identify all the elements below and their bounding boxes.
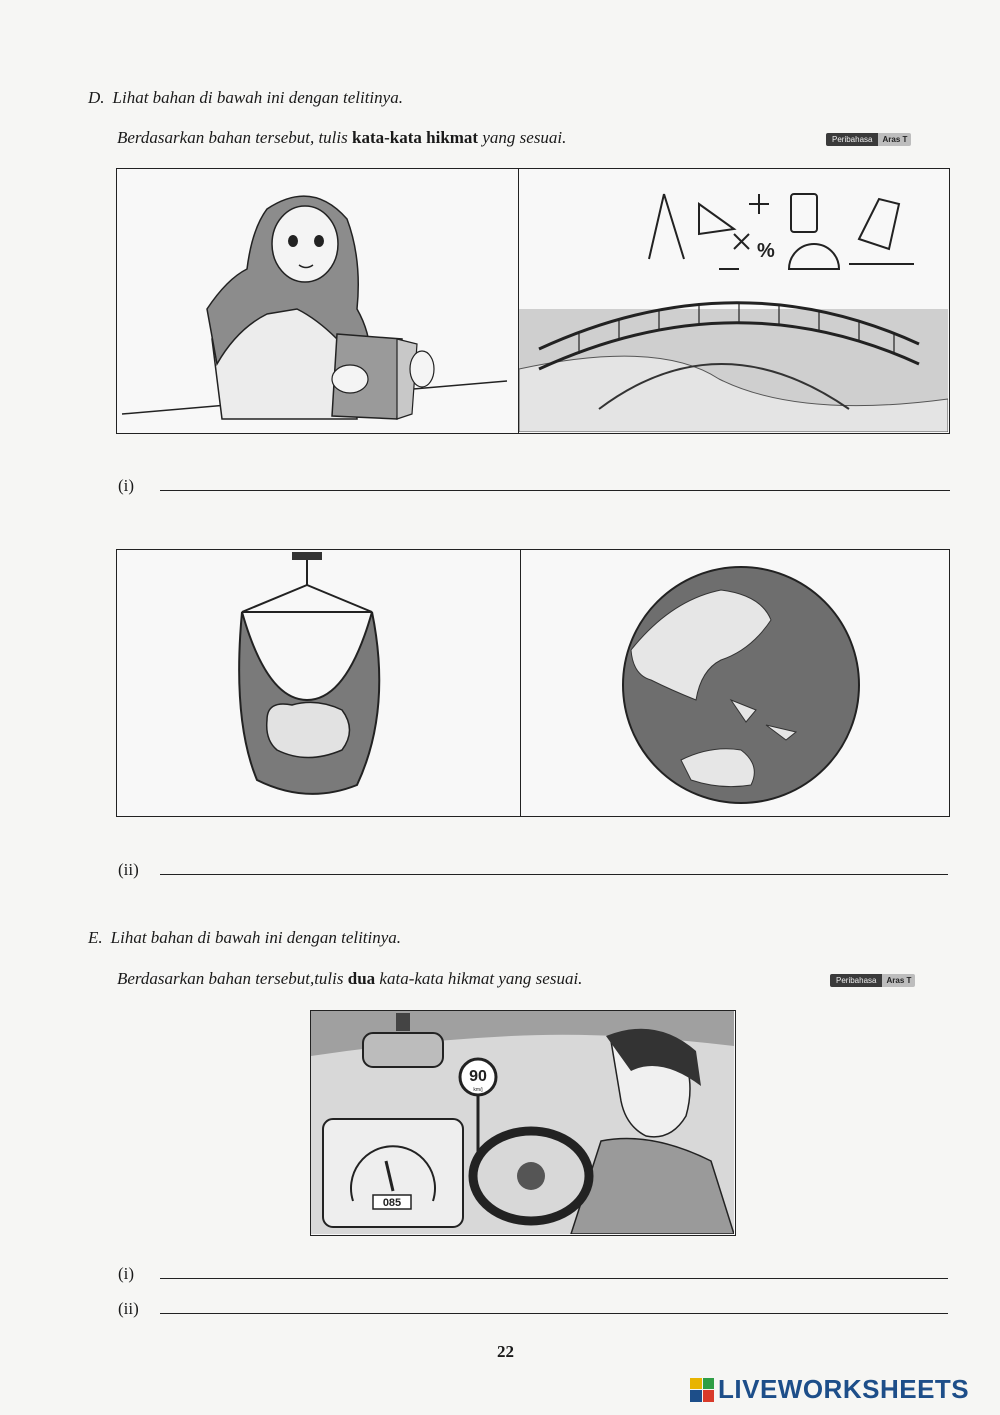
svg-text:%: %: [757, 240, 775, 262]
section-e-answer-i: [118, 1264, 948, 1284]
section-e-instruction: [117, 969, 582, 989]
section-d-answer-i: [118, 476, 950, 496]
section-d-heading: [88, 88, 403, 108]
panel-cradle: [116, 549, 522, 817]
tag-level: Aras T: [878, 133, 911, 146]
instr-bold: kata-kata hikmat: [352, 128, 479, 147]
speed-sign-value: 90: [469, 1068, 487, 1085]
panel-bridge-knowledge: [518, 168, 950, 434]
odometer-value: 085: [382, 1197, 402, 1209]
instr-bold: dua: [347, 969, 376, 988]
answer-i-line[interactable]: [160, 489, 950, 491]
girl-reading-illustration: [117, 169, 518, 432]
answer-ii-label: (ii): [118, 860, 139, 879]
panel-car-driver: [310, 1010, 736, 1236]
section-d-heading-text: Lihat bahan di bawah ini dengan telitinya.: [112, 88, 403, 107]
globe-illustration: [521, 550, 948, 815]
section-d-tag: [826, 133, 911, 146]
liveworksheets-brand[interactable]: [690, 1374, 969, 1405]
tag-category: Peribahasa: [830, 974, 882, 987]
answer-i-label: (i): [118, 476, 135, 495]
section-e-tag: [830, 974, 915, 987]
instr-pre: Berdasarkan bahan tersebut, tulis: [117, 128, 352, 147]
tag-category: Peribahasa: [826, 133, 878, 146]
instr-post: kata-kata hikmat yang sesuai.: [375, 969, 583, 988]
instr-post: yang sesuai.: [478, 128, 567, 147]
answer-ii-label: (ii): [118, 1299, 139, 1318]
panel-girl-reading: [116, 168, 520, 434]
section-d-answer-ii: [118, 860, 948, 880]
answer-i-line[interactable]: [160, 1277, 948, 1279]
instr-pre: Berdasarkan bahan tersebut,tulis: [117, 969, 348, 988]
section-d-letter: D.: [88, 88, 105, 107]
car-driver-illustration: [311, 1011, 734, 1234]
tag-level: Aras T: [882, 974, 915, 987]
section-e-heading: [88, 928, 401, 948]
answer-ii-line[interactable]: [160, 1312, 948, 1314]
bridge-illustration: [519, 169, 948, 432]
section-e-heading-text: Lihat bahan di bawah ini dengan telitinya.: [110, 928, 402, 947]
answer-ii-line[interactable]: [160, 873, 948, 875]
speed-sign-unit: km/j: [473, 1087, 483, 1093]
section-e-answer-ii: [118, 1299, 948, 1319]
section-e-letter: E.: [88, 928, 103, 947]
liveworksheets-logo-icon: [690, 1378, 714, 1402]
answer-i-label: (i): [118, 1264, 135, 1283]
cradle-illustration: [117, 550, 520, 815]
page-number: 22: [497, 1342, 514, 1361]
brand-text: LIVEWORKSHEETS: [718, 1374, 970, 1404]
panel-globe: [520, 549, 950, 817]
section-d-instruction: [117, 128, 566, 148]
